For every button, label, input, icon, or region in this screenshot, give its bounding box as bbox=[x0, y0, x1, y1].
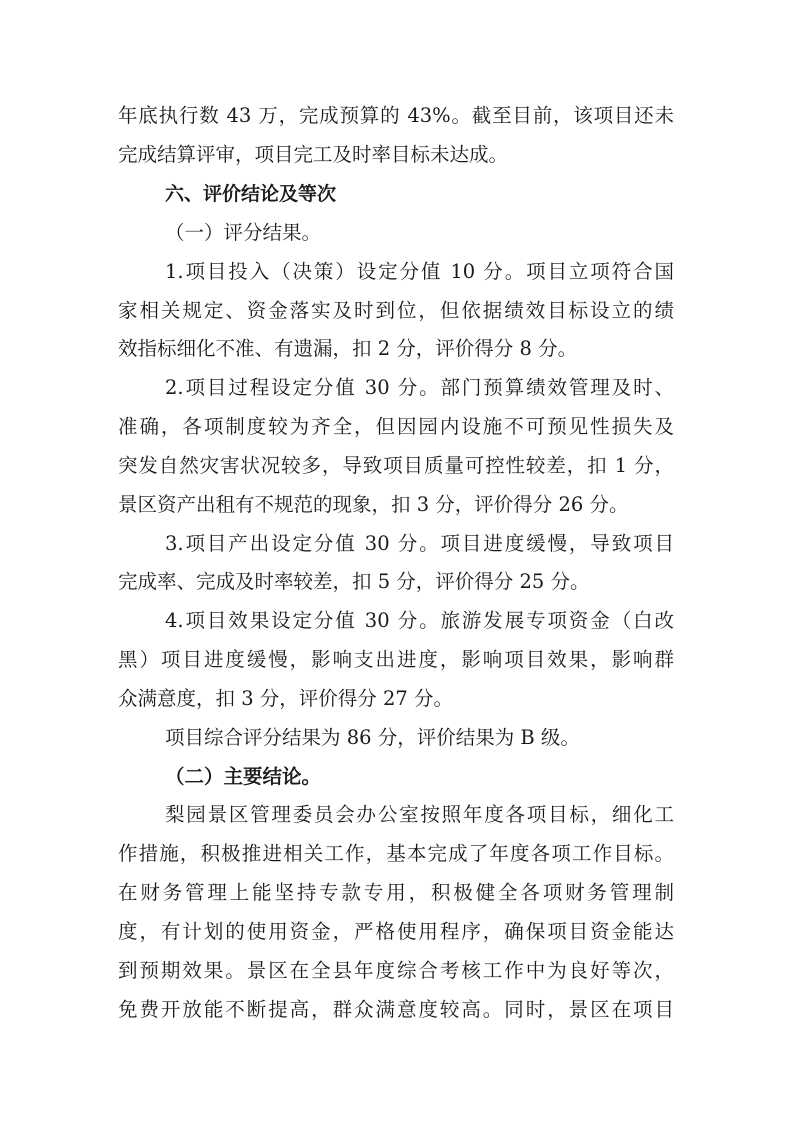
paragraph-line: 项目综合评分结果为 86 分，评价结果为 B 级。 bbox=[165, 726, 580, 749]
paragraph-line: 3.项目产出设定分值 30 分。项目进度缓慢，导致项目 bbox=[165, 532, 674, 555]
paragraph-line: 在财务管理上能坚持专款专用，积极健全各项财务管理制 bbox=[118, 881, 674, 904]
subsection-heading: （二）主要结论。 bbox=[165, 765, 322, 788]
paragraph-line: 准确，各项制度较为齐全，但因园内设施不可预见性损失及 bbox=[118, 415, 674, 438]
paragraph-line: 年底执行数 43 万，完成预算的 43%。截至目前，该项目还未 bbox=[118, 104, 674, 127]
paragraph-line: 突发自然灾害状况较多，导致项目质量可控性较差，扣 1 分， bbox=[118, 454, 674, 477]
section-heading: 六、评价结论及等次 bbox=[165, 183, 337, 205]
paragraph-line: 梨园景区管理委员会办公室按照年度各项目标，细化工 bbox=[165, 803, 674, 826]
paragraph-line: 到预期效果。景区在全县年度综合考核工作中为良好等次， bbox=[118, 959, 674, 982]
paragraph-line: 景区资产出租有不规范的现象，扣 3 分，评价得分 26 分。 bbox=[118, 493, 629, 516]
paragraph-line: 1.项目投入（决策）设定分值 10 分。项目立项符合国 bbox=[165, 260, 674, 283]
paragraph-line: 众满意度，扣 3 分，评价得分 27 分。 bbox=[118, 687, 454, 710]
paragraph-line: 黑）项目进度缓慢，影响支出进度，影响项目效果，影响群 bbox=[118, 648, 674, 671]
paragraph-line: 2.项目过程设定分值 30 分。部门预算绩效管理及时、 bbox=[165, 376, 674, 399]
paragraph-line: 完成率、完成及时率较差，扣 5 分，评价得分 25 分。 bbox=[118, 570, 590, 593]
paragraph-line: 效指标细化不准、有遗漏，扣 2 分，评价得分 8 分。 bbox=[118, 337, 578, 360]
paragraph-line: 度，有计划的使用资金，严格使用程序，确保项目资金能达 bbox=[118, 920, 674, 943]
subsection-heading: （一）评分结果。 bbox=[165, 221, 322, 244]
paragraph-line: 作措施，积极推进相关工作，基本完成了年度各项工作目标。 bbox=[118, 842, 674, 865]
paragraph-line: 4.项目效果设定分值 30 分。旅游发展专项资金（白改 bbox=[165, 609, 674, 632]
paragraph-line: 完成结算评审，项目完工及时率目标未达成。 bbox=[118, 143, 509, 166]
paragraph-line: 家相关规定、资金落实及时到位，但依据绩效目标设立的绩 bbox=[118, 299, 674, 322]
paragraph-line: 免费开放能不断提高，群众满意度较高。同时，景区在项目 bbox=[118, 998, 674, 1021]
